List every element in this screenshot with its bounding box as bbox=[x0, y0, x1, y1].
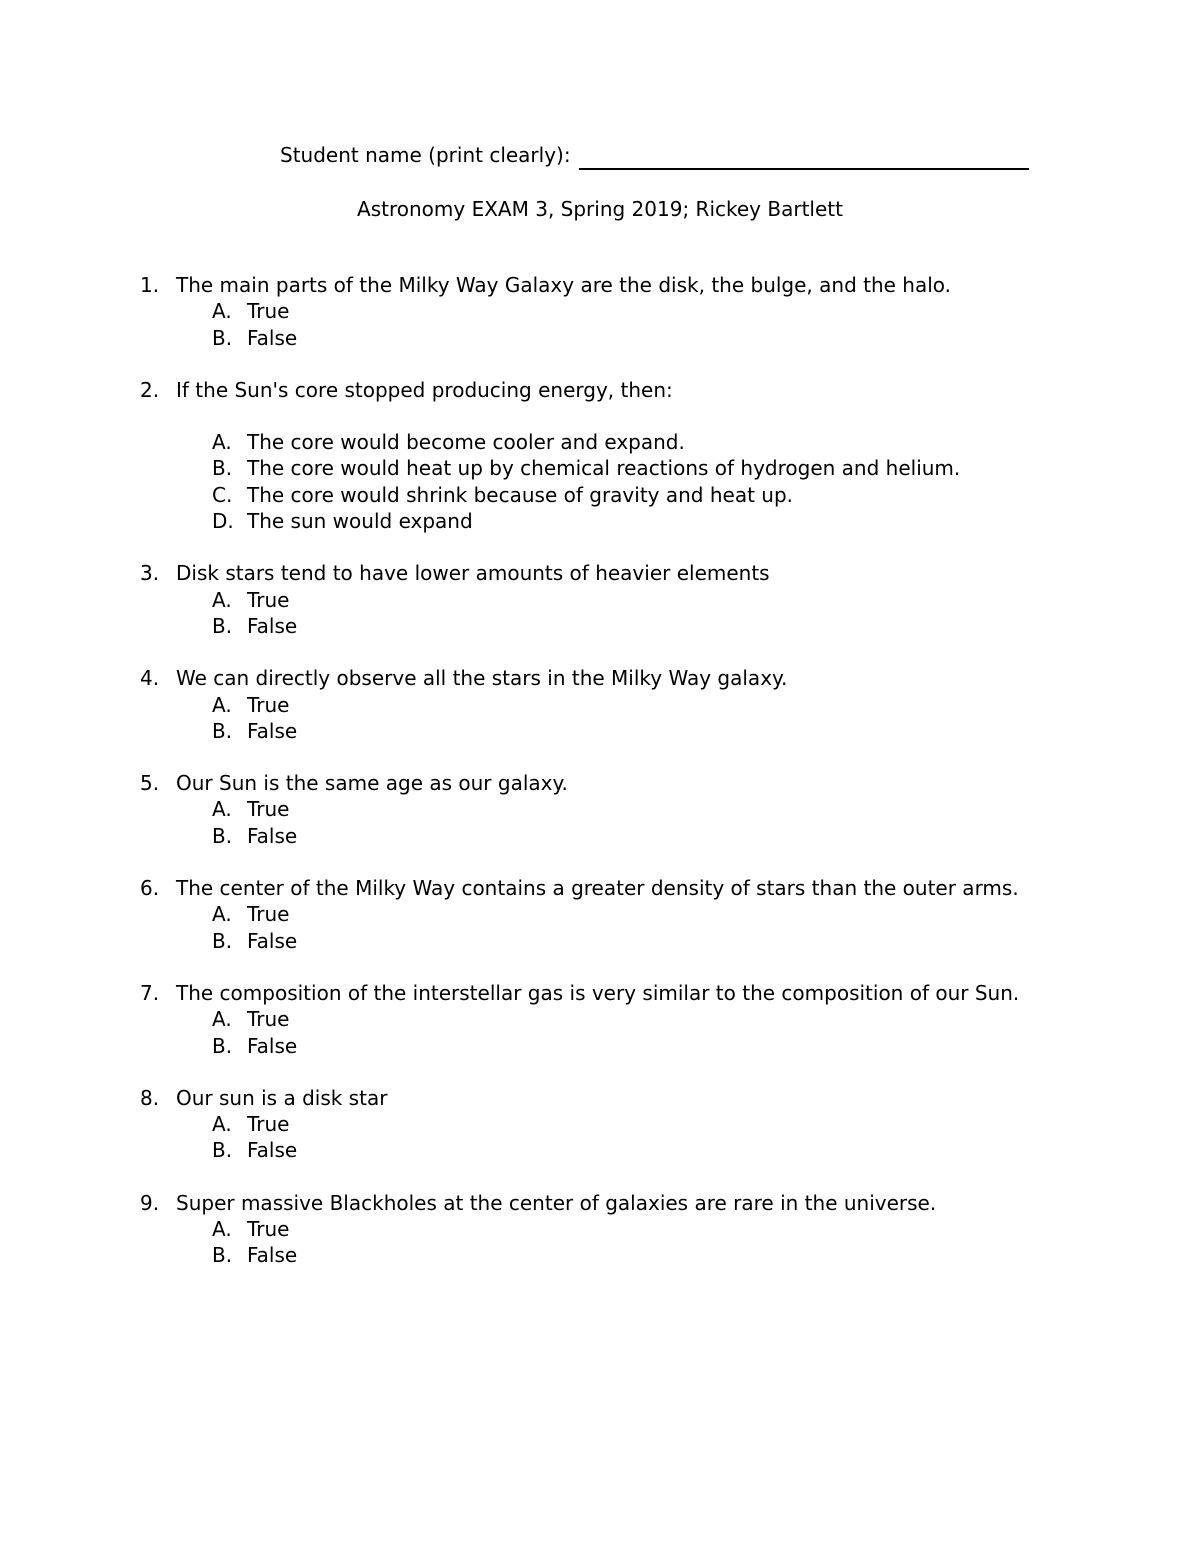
question-text: We can directly observe all the stars in the Milky Way galaxy. bbox=[176, 666, 788, 691]
question-text: Our sun is a disk star bbox=[176, 1085, 388, 1110]
option-list bbox=[176, 429, 1060, 534]
option-list bbox=[176, 692, 1060, 745]
option-b bbox=[176, 455, 1060, 481]
question-9 bbox=[140, 1190, 1060, 1269]
option-text: True bbox=[247, 299, 290, 324]
question-number: 3. bbox=[140, 561, 160, 586]
option-list bbox=[176, 298, 1060, 351]
question-number: 8. bbox=[140, 1085, 160, 1110]
option-text: The core would heat up by chemical reactions of hydrogen and helium. bbox=[247, 456, 961, 481]
option-text: True bbox=[247, 902, 290, 927]
student-name-blank bbox=[579, 146, 1029, 170]
option-letter: D. bbox=[212, 509, 234, 534]
option-letter: A. bbox=[212, 430, 232, 455]
option-text: The core would shrink because of gravity and heat up. bbox=[247, 482, 793, 507]
option-letter: B. bbox=[212, 1138, 233, 1163]
option-list bbox=[176, 587, 1060, 640]
question-number: 7. bbox=[140, 980, 160, 1005]
option-a bbox=[176, 901, 1060, 927]
option-letter: B. bbox=[212, 928, 233, 953]
question-number: 1. bbox=[140, 273, 160, 297]
question-text: Our Sun is the same age as our galaxy. bbox=[176, 771, 568, 796]
question-7 bbox=[140, 980, 1060, 1059]
question-text: Super massive Blackholes at the center of galaxies are rare in the universe. bbox=[176, 1190, 937, 1215]
option-text: True bbox=[247, 1217, 290, 1242]
option-letter: A. bbox=[212, 902, 232, 927]
option-list bbox=[176, 1216, 1060, 1269]
option-text: True bbox=[247, 1007, 290, 1032]
option-list bbox=[176, 796, 1060, 849]
question-text: The composition of the interstellar gas is very similar to the composition of our Sun. bbox=[176, 980, 1020, 1005]
option-a bbox=[176, 1216, 1060, 1242]
question-number: 9. bbox=[140, 1190, 160, 1215]
option-text: The sun would expand bbox=[247, 509, 473, 534]
question-6 bbox=[140, 875, 1060, 954]
question-list bbox=[140, 272, 1060, 1295]
option-letter: B. bbox=[212, 718, 233, 743]
option-letter: A. bbox=[212, 299, 232, 324]
question-text: If the Sun's core stopped producing energy, then: bbox=[176, 377, 673, 402]
option-text: True bbox=[247, 1112, 290, 1137]
option-letter: B. bbox=[212, 325, 233, 350]
question-number: 5. bbox=[140, 771, 160, 796]
option-letter: A. bbox=[212, 587, 232, 612]
option-letter: B. bbox=[212, 1033, 233, 1058]
question-text: The main parts of the Milky Way Galaxy are the disk, the bulge, and the halo. bbox=[176, 273, 952, 297]
option-letter: A. bbox=[212, 1217, 232, 1242]
question-text: Disk stars tend to have lower amounts of heavier elements bbox=[176, 561, 770, 586]
question-5 bbox=[140, 770, 1060, 849]
option-letter: C. bbox=[212, 482, 233, 507]
question-text: The center of the Milky Way contains a greater density of stars than the outer arms. bbox=[176, 876, 1019, 901]
option-b bbox=[176, 1242, 1060, 1268]
option-letter: A. bbox=[212, 692, 232, 717]
option-text: False bbox=[247, 718, 298, 743]
option-list bbox=[176, 901, 1060, 954]
option-list bbox=[176, 1006, 1060, 1059]
student-name-row bbox=[280, 140, 1080, 172]
question-4 bbox=[140, 665, 1060, 744]
option-text: False bbox=[247, 1243, 298, 1268]
option-letter: A. bbox=[212, 1007, 232, 1032]
option-text: False bbox=[247, 823, 298, 848]
option-b bbox=[176, 928, 1060, 954]
option-a bbox=[176, 1111, 1060, 1137]
option-b bbox=[176, 1137, 1060, 1163]
option-text: True bbox=[247, 587, 290, 612]
option-a bbox=[176, 796, 1060, 822]
option-list bbox=[176, 1111, 1060, 1164]
option-a bbox=[176, 692, 1060, 718]
student-name-label: Student name (print clearly): bbox=[280, 143, 571, 167]
question-number: 2. bbox=[140, 377, 160, 402]
question-3 bbox=[140, 560, 1060, 639]
option-text: True bbox=[247, 692, 290, 717]
option-text: True bbox=[247, 797, 290, 822]
option-text: False bbox=[247, 325, 298, 350]
question-8 bbox=[140, 1085, 1060, 1164]
option-text: False bbox=[247, 613, 298, 638]
option-a bbox=[176, 1006, 1060, 1032]
option-text: False bbox=[247, 1138, 298, 1163]
option-letter: B. bbox=[212, 456, 233, 481]
option-d bbox=[176, 508, 1060, 534]
option-text: False bbox=[247, 1033, 298, 1058]
question-number: 4. bbox=[140, 666, 160, 691]
option-c bbox=[176, 482, 1060, 508]
option-b bbox=[176, 718, 1060, 744]
option-letter: A. bbox=[212, 1112, 232, 1137]
option-b bbox=[176, 1033, 1060, 1059]
option-b bbox=[176, 613, 1060, 639]
option-a bbox=[176, 429, 1060, 455]
option-a bbox=[176, 587, 1060, 613]
option-letter: B. bbox=[212, 613, 233, 638]
option-letter: B. bbox=[212, 1243, 233, 1268]
option-a bbox=[176, 298, 1060, 324]
option-b bbox=[176, 325, 1060, 351]
option-letter: A. bbox=[212, 797, 232, 822]
option-text: False bbox=[247, 928, 298, 953]
option-text: The core would become cooler and expand. bbox=[247, 430, 685, 455]
option-letter: B. bbox=[212, 823, 233, 848]
option-b bbox=[176, 823, 1060, 849]
question-2 bbox=[140, 377, 1060, 534]
exam-title: Astronomy EXAM 3, Spring 2019; Rickey Bartlett bbox=[357, 197, 843, 221]
question-number: 6. bbox=[140, 876, 160, 901]
question-1 bbox=[140, 272, 1060, 351]
